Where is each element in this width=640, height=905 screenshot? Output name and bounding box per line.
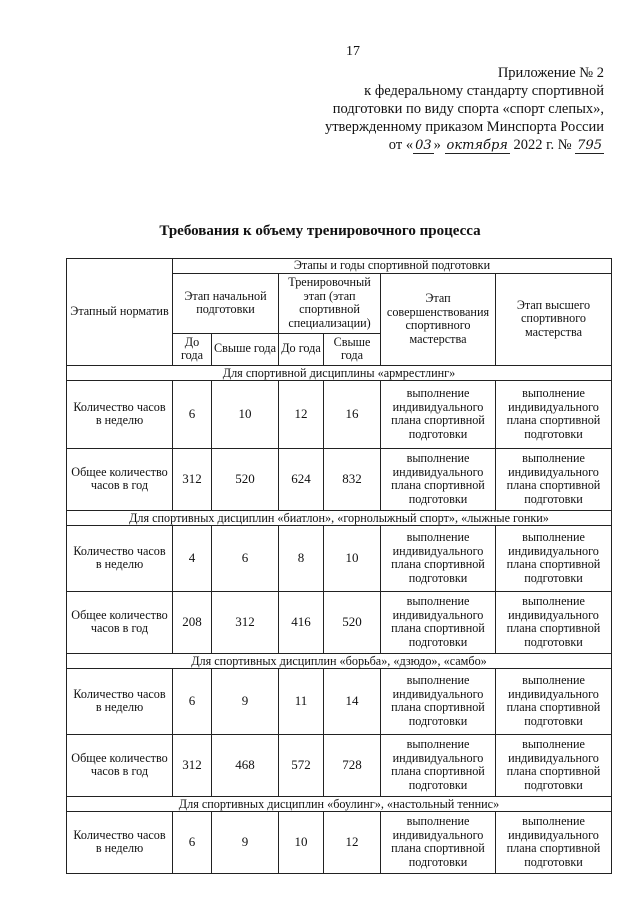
annex-title: Приложение № 2 <box>497 65 604 81</box>
table-row <box>67 811 612 873</box>
table-row <box>67 668 612 734</box>
header-over-year: Свыше года <box>324 333 381 365</box>
plan-improvement-cell: выполнение индивидуального плана спортивной подготовки <box>381 668 496 734</box>
value-cell: 520 <box>212 448 279 510</box>
value-cell: 572 <box>279 734 324 796</box>
section-title: Для спортивных дисциплин «боулинг», «настольный теннис» <box>67 796 612 811</box>
header-stages-years: Этапы и годы спортивной подготовки <box>173 259 612 274</box>
value-cell: 728 <box>324 734 381 796</box>
section-title: Для спортивных дисциплин «биатлон», «горнолыжный спорт», «лыжные гонки» <box>67 510 612 525</box>
training-requirements-table <box>66 258 612 874</box>
section-title: Для спортивной дисциплины «армрестлинг» <box>67 365 612 380</box>
date-day: 03 <box>415 138 432 153</box>
value-cell: 6 <box>173 380 212 448</box>
value-cell: 9 <box>212 668 279 734</box>
annex-header <box>304 64 604 155</box>
value-cell: 14 <box>324 668 381 734</box>
plan-higher-cell: выполнение индивидуального плана спортивной подготовки <box>496 734 612 796</box>
header-over-year: Свыше года <box>212 333 279 365</box>
row-label: Общее количество часов в год <box>67 591 173 653</box>
plan-improvement-cell: выполнение индивидуального плана спортивной подготовки <box>381 811 496 873</box>
header-stage-training: Тренировочный этап (этап спортивной специализации) <box>279 273 381 333</box>
plan-higher-cell: выполнение индивидуального плана спортивной подготовки <box>496 380 612 448</box>
date-month: октября <box>446 138 508 153</box>
plan-higher-cell: выполнение индивидуального плана спортивной подготовки <box>496 591 612 653</box>
value-cell: 9 <box>212 811 279 873</box>
plan-improvement-cell: выполнение индивидуального плана спортивной подготовки <box>381 525 496 591</box>
value-cell: 208 <box>173 591 212 653</box>
table-row <box>67 525 612 591</box>
value-cell: 6 <box>212 525 279 591</box>
annex-line: утвержденному приказом Минспорта России <box>324 119 604 135</box>
header-normative: Этапный норматив <box>67 259 173 366</box>
plan-higher-cell: выполнение индивидуального плана спортивной подготовки <box>496 668 612 734</box>
annex-line: подготовки по виду спорта «спорт слепых», <box>332 101 604 117</box>
value-cell: 10 <box>324 525 381 591</box>
annex-date-line <box>304 136 604 155</box>
annex-line: к федеральному стандарту спортивной <box>364 83 604 99</box>
value-cell: 520 <box>324 591 381 653</box>
plan-improvement-cell: выполнение индивидуального плана спортивной подготовки <box>381 380 496 448</box>
plan-higher-cell: выполнение индивидуального плана спортивной подготовки <box>496 448 612 510</box>
value-cell: 12 <box>324 811 381 873</box>
plan-improvement-cell: выполнение индивидуального плана спортивной подготовки <box>381 734 496 796</box>
plan-higher-cell: выполнение индивидуального плана спортивной подготовки <box>496 525 612 591</box>
value-cell: 416 <box>279 591 324 653</box>
value-cell: 16 <box>324 380 381 448</box>
table-row <box>67 591 612 653</box>
header-upto-year: До года <box>173 333 212 365</box>
value-cell: 312 <box>212 591 279 653</box>
page-number: 17 <box>346 44 360 59</box>
value-cell: 832 <box>324 448 381 510</box>
value-cell: 468 <box>212 734 279 796</box>
plan-improvement-cell: выполнение индивидуального плана спортивной подготовки <box>381 591 496 653</box>
value-cell: 6 <box>173 668 212 734</box>
header-stage-higher: Этап высшего спортивного мастерства <box>496 273 612 365</box>
row-label: Общее количество часов в год <box>67 448 173 510</box>
row-label: Количество часов в неделю <box>67 668 173 734</box>
value-cell: 312 <box>173 734 212 796</box>
value-cell: 10 <box>212 380 279 448</box>
row-label: Количество часов в неделю <box>67 380 173 448</box>
date-mid: » <box>433 137 441 153</box>
value-cell: 12 <box>279 380 324 448</box>
value-cell: 6 <box>173 811 212 873</box>
date-prefix: от « <box>388 137 414 153</box>
value-cell: 624 <box>279 448 324 510</box>
row-label: Количество часов в неделю <box>67 811 173 873</box>
row-label: Количество часов в неделю <box>67 525 173 591</box>
table-row <box>67 448 612 510</box>
plan-higher-cell: выполнение индивидуального плана спортивной подготовки <box>496 811 612 873</box>
value-cell: 10 <box>279 811 324 873</box>
table-row <box>67 734 612 796</box>
header-stage-improvement: Этап совершенствования спортивного мастерства <box>381 273 496 365</box>
order-number: 795 <box>577 138 602 153</box>
page-title: Требования к объему тренировочного процесса <box>159 223 481 239</box>
header-upto-year: До года <box>279 333 324 365</box>
date-year: 2022 г. № <box>513 137 572 153</box>
table-row <box>67 380 612 448</box>
value-cell: 4 <box>173 525 212 591</box>
header-stage-initial: Этап начальной подготовки <box>173 273 279 333</box>
section-title: Для спортивных дисциплин «борьба», «дзюдо», «самбо» <box>67 653 612 668</box>
value-cell: 312 <box>173 448 212 510</box>
value-cell: 8 <box>279 525 324 591</box>
plan-improvement-cell: выполнение индивидуального плана спортивной подготовки <box>381 448 496 510</box>
row-label: Общее количество часов в год <box>67 734 173 796</box>
value-cell: 11 <box>279 668 324 734</box>
